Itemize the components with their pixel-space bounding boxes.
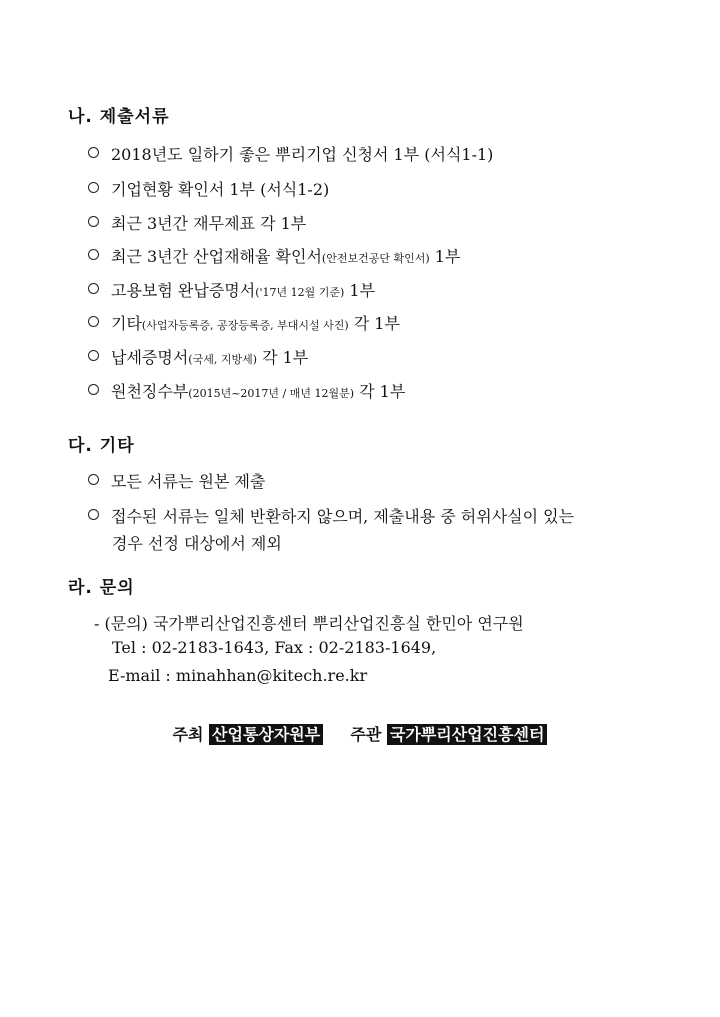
circle-bullet-icon <box>88 474 99 485</box>
contact-line: - (문의) 국가뿌리산업진흥센터 뿌리산업진흥실 한민아 연구원 <box>94 614 524 633</box>
circle-bullet-icon <box>88 182 99 193</box>
list-item: 접수된 서류는 일체 반환하지 않으며, 제출내용 중 허위사실이 있는 <box>88 504 574 527</box>
list-item: 납세증명서(국세, 지방세) 각 1부 <box>88 345 308 368</box>
organizer-label: 주관 <box>350 725 382 744</box>
list-item-continuation: 경우 선정 대상에서 제외 <box>112 534 282 553</box>
list-item: 기업현황 확인서 1부 (서식1-2) <box>88 177 329 200</box>
list-item: 최근 3년간 산업재해율 확인서(안전보건공단 확인서) 1부 <box>88 244 460 267</box>
phone-line: Tel : 02-2183-1643, Fax : 02-2183-1649, <box>112 638 437 657</box>
host-organization: 산업통상자원부 <box>209 724 323 745</box>
circle-bullet-icon <box>88 249 99 260</box>
circle-bullet-icon <box>88 509 99 520</box>
circle-bullet-icon <box>88 283 99 294</box>
list-item: 기타(사업자등록증, 공장등록증, 부대시설 사진) 각 1부 <box>88 311 400 334</box>
list-item: 최근 3년간 재무제표 각 1부 <box>88 211 306 234</box>
footer-banner <box>0 722 720 745</box>
section-heading-inquiry: 라. 문의 <box>68 578 135 598</box>
circle-bullet-icon <box>88 147 99 158</box>
host-label: 주최 <box>172 725 204 744</box>
organizer-organization: 국가뿌리산업진흥센터 <box>387 724 548 745</box>
circle-bullet-icon <box>88 350 99 361</box>
list-item: 고용보험 완납증명서('17년 12월 기준) 1부 <box>88 278 375 301</box>
section-heading-other: 다. 기타 <box>68 436 135 456</box>
email-line: E-mail : minahhan@kitech.re.kr <box>108 666 368 685</box>
list-item: 2018년도 일하기 좋은 뿌리기업 신청서 1부 (서식1-1) <box>88 142 493 165</box>
list-item: 모든 서류는 원본 제출 <box>88 469 265 492</box>
section-heading-documents: 나. 제출서류 <box>68 107 170 127</box>
list-item: 원천징수부(2015년~2017년 / 매년 12월분) 각 1부 <box>88 379 405 402</box>
circle-bullet-icon <box>88 384 99 395</box>
circle-bullet-icon <box>88 316 99 327</box>
circle-bullet-icon <box>88 216 99 227</box>
